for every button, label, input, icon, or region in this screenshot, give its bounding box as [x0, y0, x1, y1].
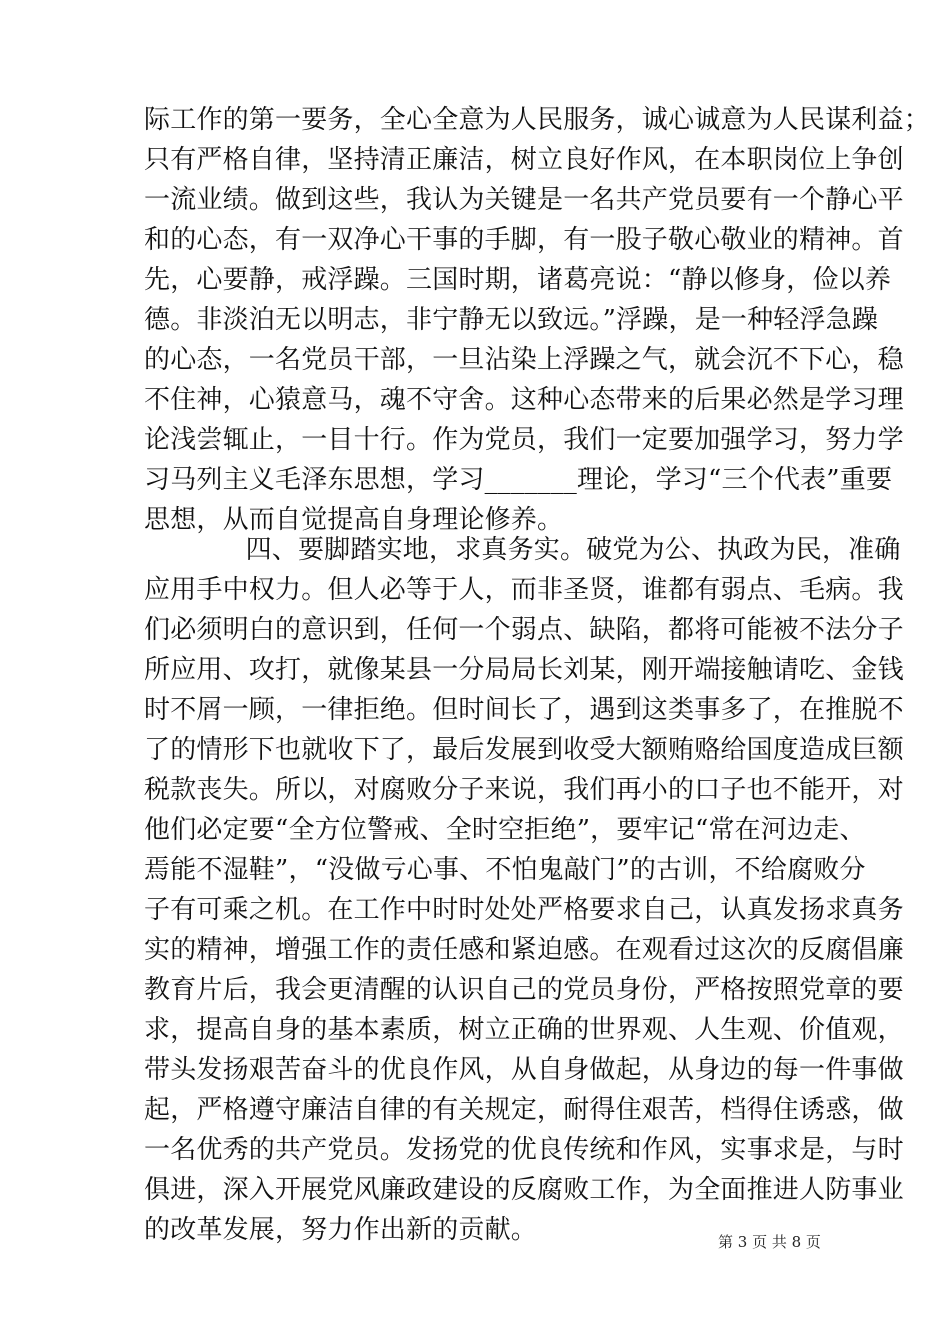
text-line: 先，心要静，戒浮躁。三国时期，诸葛亮说：“静以修身，俭以养 — [144, 265, 892, 295]
text-line: 思想，从而自觉提高自身理论修养。 — [144, 505, 564, 535]
text-line: 德。非淡泊无以明志，非宁静无以致远。”浮躁，是一种轻浮急躁 — [144, 305, 879, 335]
text-line: 求，提高自身的基本素质，树立正确的世界观、人生观、价值观， — [144, 1015, 904, 1045]
text-line: 一流业绩。做到这些，我认为关键是一名共产党员要有一个静心平 — [144, 185, 904, 215]
text-line: 习马列主义毛泽东思想，学习_______理论，学习“三个代表”重要 — [144, 465, 893, 495]
page-number-footer: 第 3 页 共 8 页 — [718, 1233, 821, 1251]
text-line: 实的精神，增强工作的责任感和紧迫感。在观看过这次的反腐倡廉 — [144, 935, 904, 965]
text-line: 带头发扬艰苦奋斗的优良作风，从自身做起，从身边的每一件事做 — [144, 1055, 904, 1085]
text-line: 一名优秀的共产党员。发扬党的优良传统和作风，实事求是，与时 — [144, 1135, 904, 1165]
text-line: 俱进，深入开展党风廉政建设的反腐败工作，为全面推进人防事业 — [144, 1175, 904, 1205]
text-line: 时不屑一顾，一律拒绝。但时间长了，遇到这类事多了，在推脱不 — [144, 695, 904, 725]
text-line: 应用手中权力。但人必等于人，而非圣贤，谁都有弱点、毛病。我 — [144, 575, 904, 605]
text-line: 只有严格自律，坚持清正廉洁，树立良好作风，在本职岗位上争创 — [144, 145, 904, 175]
text-line: 们必须明白的意识到，任何一个弱点、缺陷，都将可能被不法分子 — [144, 615, 904, 645]
text-line: 所应用、攻打，就像某县一分局局长刘某，刚开端接触请吃、金钱 — [144, 655, 904, 685]
text-line: 和的心态，有一双净心干事的手脚，有一股子敬心敬业的精神。首 — [144, 225, 904, 255]
text-line: 他们必定要“全方位警戒、全时空拒绝”，要牢记“常在河边走、 — [144, 815, 866, 845]
text-line: 际工作的第一要务，全心全意为人民服务，诚心诚意为人民谋利益； — [144, 105, 931, 135]
text-line: 起，严格遵守廉洁自律的有关规定，耐得住艰苦，档得住诱惑，做 — [144, 1095, 904, 1125]
section-heading-line: 四、要脚踏实地，求真务实。破党为公、执政为民，准确 — [144, 535, 901, 565]
text-line: 教育片后，我会更清醒的认识自己的党员身份，严格按照党章的要 — [144, 975, 904, 1005]
text-line: 不住神，心猿意马，魂不守舍。这种心态带来的后果必然是学习理 — [144, 385, 904, 415]
text-line: 税款丧失。所以，对腐败分子来说，我们再小的口子也不能开，对 — [144, 775, 904, 805]
text-line: 的改革发展，努力作出新的贡献。 — [144, 1215, 538, 1245]
text-line: 的心态，一名党员干部，一旦沾染上浮躁之气，就会沉不下心，稳 — [144, 345, 904, 375]
text-line: 了的情形下也就收下了，最后发展到收受大额贿赂给国度造成巨额 — [144, 735, 904, 765]
text-line: 焉能不湿鞋”，“没做亏心事、不怕鬼敲门”的古训，不给腐败分 — [144, 855, 866, 885]
text-line: 子有可乘之机。在工作中时时处处严格要求自己，认真发扬求真务 — [144, 895, 904, 925]
text-line: 论浅尝辄止，一目十行。作为党员，我们一定要加强学习，努力学 — [144, 425, 904, 455]
